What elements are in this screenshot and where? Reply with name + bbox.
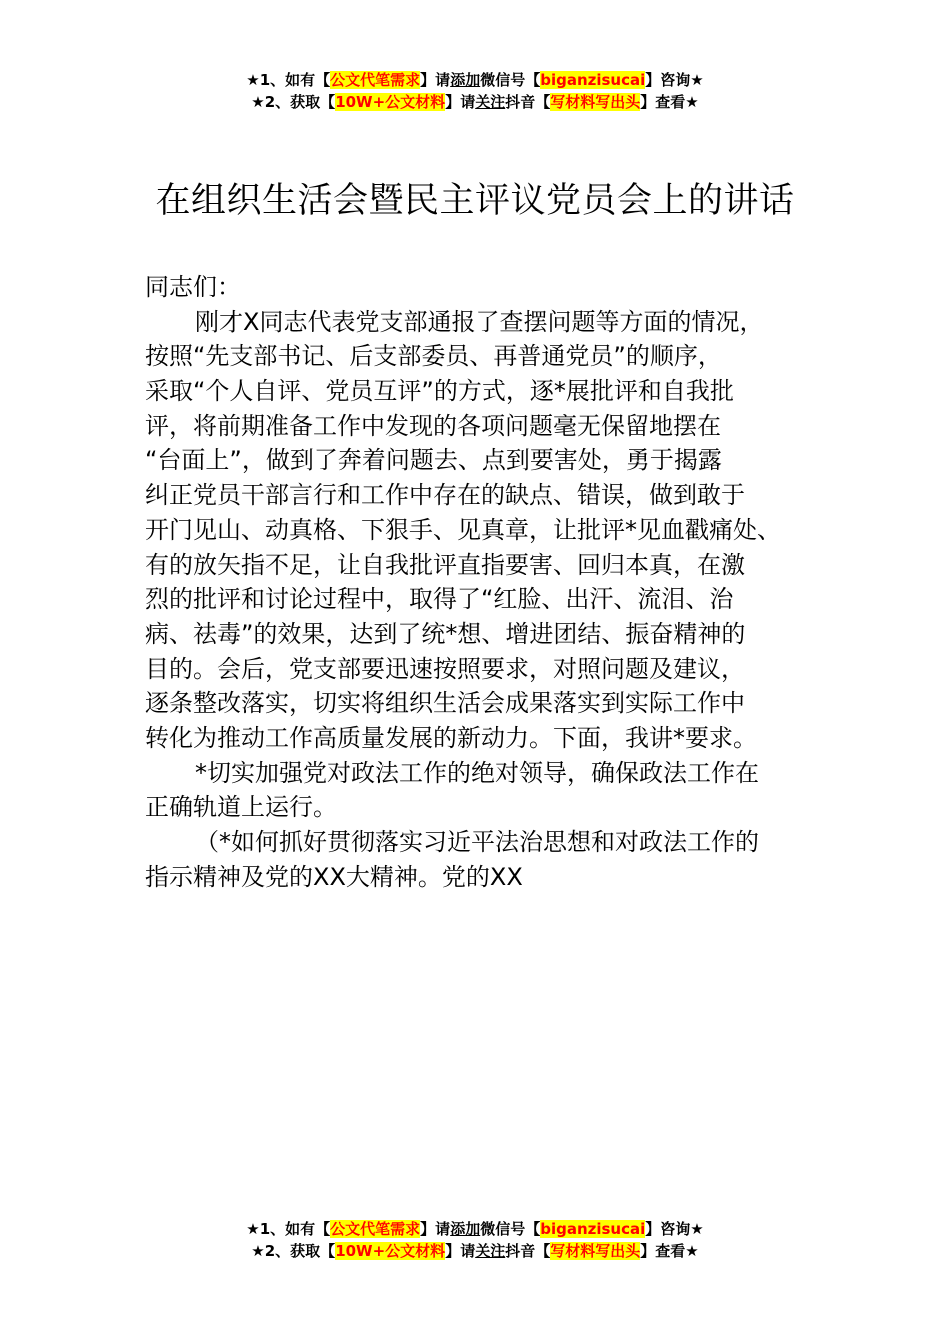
paragraph-line: 烈的批评和讨论过程中，取得了“红脸、出汗、流泪、治 xyxy=(145,585,734,614)
paragraph-line: 按照“先支部书记、后支部委员、再普通党员”的顺序， xyxy=(145,342,722,371)
highlight-materials: 10W+公文材料 xyxy=(335,93,446,111)
underline-follow: 关注 xyxy=(475,93,506,111)
paragraph-line: 逐条整改落实，切实将组织生活会成果落实到实际工作中 xyxy=(145,689,745,718)
underline-add: 添加 xyxy=(450,71,481,89)
paragraph-line: 开门见山、动真格、下狠手、见真章，让批评*见血戳痛处、 xyxy=(145,515,781,544)
paragraph-line: 评，将前期准备工作中发现的各项问题毫无保留地摆在 xyxy=(145,411,721,440)
highlight-ghostwriting: 公文代笔需求 xyxy=(330,71,421,89)
highlight-ghostwriting: 公文代笔需求 xyxy=(330,1220,421,1238)
highlight-douyin-account: 写材料写出头 xyxy=(550,93,641,111)
highlight-materials: 10W+公文材料 xyxy=(335,1242,446,1260)
paragraph-line: 转化为推动工作高质量发展的新动力。下面，我讲*要求。 xyxy=(145,723,757,752)
subsection-line: 指示精神及党的XX大精神。党的XX xyxy=(145,862,523,891)
document-body xyxy=(145,270,809,894)
document-title: 在组织生活会暨民主评议党员会上的讲话 xyxy=(155,181,795,221)
paragraph-line: 采取“个人自评、党员互评”的方式，逐*展批评和自我批 xyxy=(145,377,734,406)
paragraph-line: 目的。会后，党支部要迅速按照要求，对照问题及建议， xyxy=(145,654,745,683)
highlight-wechat-id: biganzisucai xyxy=(540,1220,646,1238)
top-banner xyxy=(0,69,950,113)
paragraph-line: 有的放矢指不足，让自我批评直指要害、回归本真，在激 xyxy=(145,550,745,579)
banner-line-1: ★1、如有【公文代笔需求】请添加微信号【biganzisucai】咨询★ xyxy=(246,71,704,89)
highlight-douyin-account: 写材料写出头 xyxy=(550,1242,641,1260)
banner-line-1: ★1、如有【公文代笔需求】请添加微信号【biganzisucai】咨询★ xyxy=(246,1220,704,1238)
salutation: 同志们： xyxy=(145,273,241,301)
highlight-wechat-id: biganzisucai xyxy=(540,71,646,89)
paragraph-line: 病、祛毒”的效果，达到了统*想、增进团结、振奋精神的 xyxy=(145,619,746,648)
subsection-line: （*如何抓好贯彻落实习近平法治思想和对政法工作的 xyxy=(195,828,759,856)
underline-follow: 关注 xyxy=(475,1242,506,1260)
section-heading-line: *切实加强党对政法工作的绝对领导，确保政法工作在 xyxy=(195,758,759,787)
paragraph-line: “台面上”，做到了奔着问题去、点到要害处，勇于揭露 xyxy=(145,446,722,475)
banner-line-2: ★2、获取【10W+公文材料】请关注抖音【写材料写出头】查看★ xyxy=(251,93,699,111)
paragraph-line: 刚才X同志代表党支部通报了查摆问题等方面的情况， xyxy=(195,307,764,336)
bottom-banner xyxy=(0,1218,950,1262)
section-heading-line: 正确轨道上运行。 xyxy=(145,793,337,822)
underline-add: 添加 xyxy=(450,1220,481,1238)
paragraph-line: 纠正党员干部言行和工作中存在的缺点、错误，做到敢于 xyxy=(145,481,745,510)
banner-line-2: ★2、获取【10W+公文材料】请关注抖音【写材料写出头】查看★ xyxy=(251,1242,699,1260)
